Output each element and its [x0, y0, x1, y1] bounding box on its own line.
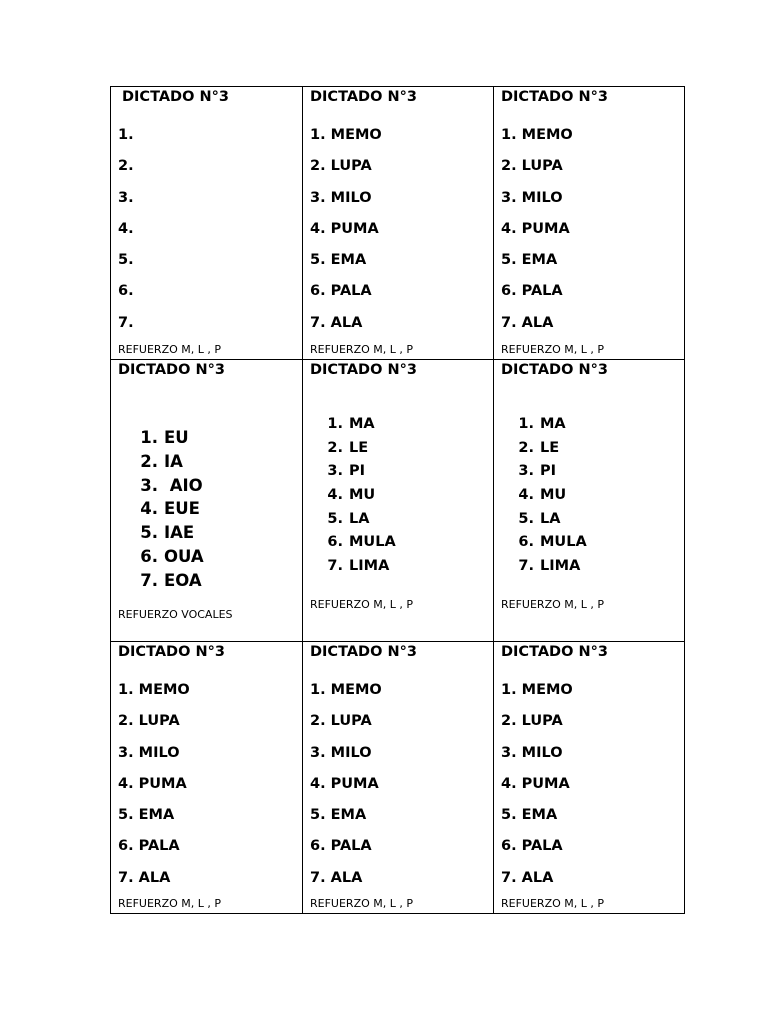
- dictation-card-6: [494, 360, 684, 642]
- list-item: 6. PALA: [501, 283, 563, 300]
- list-item: 6.: [118, 283, 134, 300]
- list-item: 7. ALA: [310, 314, 363, 331]
- card-footer: REFUERZO M, L , P: [501, 598, 604, 611]
- dictation-table: [110, 86, 685, 914]
- dictation-card-1: [111, 87, 303, 360]
- list-item: 7. ALA: [310, 869, 363, 886]
- card-footer: REFUERZO M, L , P: [501, 897, 604, 910]
- list-item: 6. PALA: [118, 838, 180, 855]
- list-item: 7. ALA: [501, 314, 554, 331]
- list-item: 5. EMA: [501, 807, 558, 824]
- list-item: 6. MULA: [327, 534, 396, 551]
- vowel-list: [137, 426, 204, 593]
- card-footer: REFUERZO M, L , P: [118, 343, 221, 356]
- dictation-card-3: [494, 87, 684, 360]
- list-item: 3. MILO: [310, 189, 372, 206]
- card-title: DICTADO N°3: [310, 644, 417, 660]
- card-footer: REFUERZO M, L , P: [310, 343, 413, 356]
- list-item: 6. OUA: [140, 546, 204, 566]
- dictation-card-4: [111, 360, 303, 642]
- card-title: DICTADO N°3: [501, 644, 608, 660]
- list-item: 4.: [118, 220, 134, 237]
- list-item: 1.: [118, 127, 134, 143]
- list-item: 2.: [118, 158, 134, 175]
- list-item: 1. EU: [140, 428, 189, 447]
- card-title: DICTADO N°3: [501, 89, 608, 105]
- list-item: 5.: [118, 252, 134, 269]
- syllable-list: [516, 413, 587, 579]
- list-item: 2. LUPA: [501, 713, 563, 730]
- list-item: 4. EUE: [140, 499, 200, 519]
- list-item: 3. MILO: [310, 744, 372, 761]
- list-item: 5. EMA: [118, 807, 175, 824]
- list-item: 4. PUMA: [501, 775, 570, 792]
- list-item: 6. PALA: [501, 838, 563, 855]
- list-item: 1. MA: [518, 416, 566, 432]
- word-list: [118, 125, 134, 344]
- card-footer: REFUERZO M, L , P: [501, 343, 604, 356]
- list-item: 2. LUPA: [310, 713, 372, 730]
- list-item: 4. PUMA: [310, 775, 379, 792]
- list-item: 2. IA: [140, 451, 183, 471]
- list-item: 1. MEMO: [118, 682, 190, 698]
- list-item: 5. EMA: [501, 252, 558, 269]
- card-footer: REFUERZO M, L , P: [310, 598, 413, 611]
- list-item: 2. LE: [518, 439, 560, 456]
- list-item: 4. PUMA: [310, 220, 379, 237]
- list-item: 3.: [118, 189, 134, 206]
- list-item: 7. EOA: [140, 570, 202, 590]
- list-item: 7. ALA: [118, 869, 171, 886]
- list-item: 3. PI: [518, 463, 557, 480]
- card-footer: REFUERZO M, L , P: [118, 897, 221, 910]
- list-item: 3. PI: [327, 463, 366, 480]
- list-item: 3. AIO: [140, 475, 203, 495]
- card-footer: REFUERZO VOCALES: [118, 608, 233, 621]
- word-list: [118, 680, 190, 899]
- list-item: 1. MEMO: [310, 682, 382, 698]
- list-item: 5. EMA: [310, 252, 367, 269]
- list-item: 4. MU: [327, 487, 376, 504]
- word-list: [501, 125, 573, 344]
- dictation-card-9: [494, 642, 684, 913]
- word-list: [310, 680, 382, 899]
- list-item: 4. MU: [518, 487, 567, 504]
- list-item: 7. ALA: [501, 869, 554, 886]
- list-item: 4. PUMA: [118, 775, 187, 792]
- list-item: 2. LUPA: [118, 713, 180, 730]
- dictation-card-7: [111, 642, 303, 913]
- list-item: 4. PUMA: [501, 220, 570, 237]
- list-item: 5. LA: [327, 510, 370, 527]
- list-item: 6. MULA: [518, 534, 587, 551]
- card-title: DICTADO N°3: [122, 89, 229, 105]
- dictation-card-8: [303, 642, 494, 913]
- list-item: 2. LUPA: [501, 158, 563, 175]
- list-item: 5. LA: [518, 510, 561, 527]
- list-item: 3. MILO: [118, 744, 180, 761]
- list-item: 1. MEMO: [501, 682, 573, 698]
- list-item: 5. IAE: [140, 523, 195, 543]
- card-title: DICTADO N°3: [118, 644, 225, 660]
- list-item: 1. MA: [327, 416, 375, 432]
- card-title: DICTADO N°3: [118, 362, 225, 378]
- word-list: [501, 680, 573, 899]
- list-item: 3. MILO: [501, 189, 563, 206]
- list-item: 7. LIMA: [327, 558, 390, 575]
- list-item: 5. EMA: [310, 807, 367, 824]
- list-item: 6. PALA: [310, 283, 372, 300]
- dictation-card-2: [303, 87, 494, 360]
- list-item: 7. LIMA: [518, 558, 581, 575]
- list-item: 1. MEMO: [310, 127, 382, 143]
- list-item: 7.: [118, 314, 134, 331]
- dictation-card-5: [303, 360, 494, 642]
- word-list: [310, 125, 382, 344]
- list-item: 1. MEMO: [501, 127, 573, 143]
- card-footer: REFUERZO M, L , P: [310, 897, 413, 910]
- list-item: 2. LUPA: [310, 158, 372, 175]
- card-title: DICTADO N°3: [310, 362, 417, 378]
- card-title: DICTADO N°3: [501, 362, 608, 378]
- list-item: 3. MILO: [501, 744, 563, 761]
- list-item: 2. LE: [327, 439, 369, 456]
- card-title: DICTADO N°3: [310, 89, 417, 105]
- list-item: 6. PALA: [310, 838, 372, 855]
- syllable-list: [325, 413, 396, 579]
